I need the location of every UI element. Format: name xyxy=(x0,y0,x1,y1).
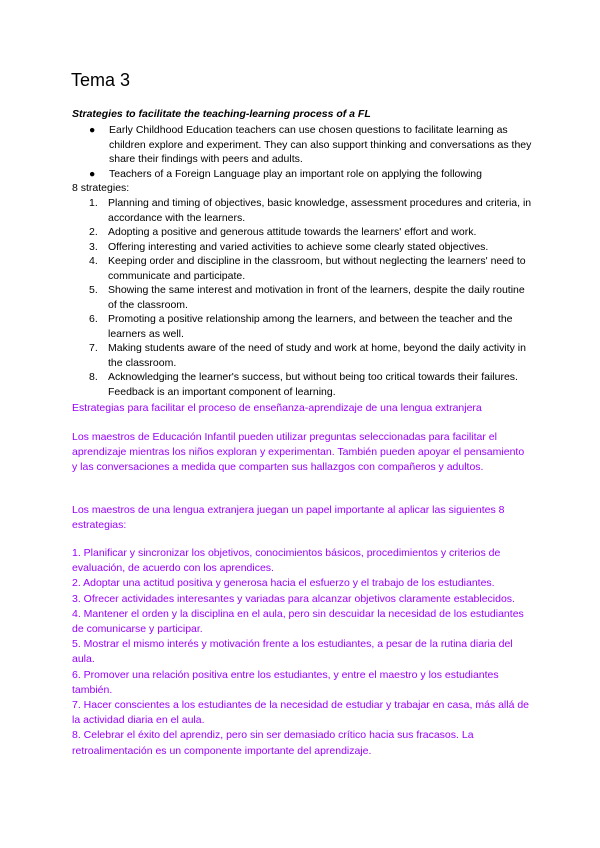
spanish-strategy-item: 7. Hacer conscientes a los estudiantes de la necesidad de estudiar y trabajar en casa, más allá de la actividad diaria en el aula. xyxy=(72,699,530,727)
strategy-number: 5. xyxy=(89,284,98,296)
strategy-item xyxy=(72,312,532,341)
bullet-item xyxy=(72,167,532,182)
strategy-number: 4. xyxy=(89,255,98,267)
spanish-strategy-item: 3. Ofrecer actividades interesantes y variadas para alcanzar objetivos claramente establecidos. xyxy=(72,592,515,605)
strategy-item xyxy=(72,240,532,255)
strategy-number: 6. xyxy=(89,313,98,325)
strategy-item xyxy=(72,370,532,399)
strategy-text: Keeping order and discipline in the classroom, but without neglecting the learners' need to communicate and participate. xyxy=(108,255,526,282)
strategies-list xyxy=(72,196,532,399)
spanish-strategy-item: 5. Mostrar el mismo interés y motivación frente a los estudiantes, a pesar de la rutina diaria del aula. xyxy=(72,638,513,666)
strategy-text: Making students aware of the need of study and work at home, beyond the daily activity in the classroom. xyxy=(108,342,526,369)
strategy-number: 3. xyxy=(89,240,98,253)
bullet-icon: ● xyxy=(89,124,96,136)
section-subtitle: Strategies to facilitate the teaching-learning process of a FL xyxy=(72,108,371,120)
strategy-text: Showing the same interest and motivation in front of the learners, despite the daily routine of the classroom. xyxy=(108,284,525,311)
strategy-item xyxy=(72,341,532,370)
strategy-number: 1. xyxy=(89,197,98,209)
intro-bullet-list xyxy=(72,123,532,181)
spanish-strategy-item: 8. Celebrar el éxito del aprendiz, pero sin ser demasiado crítico hacia sus fracasos. La retroalimentación es un componente importante del aprendizaje. xyxy=(72,729,474,757)
strategy-text: Planning and timing of objectives, basic knowledge, assessment procedures and criteria, in accordance with the learners. xyxy=(108,197,532,224)
strategies-lead: 8 strategies: xyxy=(72,182,130,194)
strategy-number: 8. xyxy=(89,371,98,383)
spanish-paragraph-2: Los maestros de una lengua extranjera juegan un papel importante al aplicar las siguientes 8 estrategias: xyxy=(72,504,505,532)
bullet-text: Teachers of a Foreign Language play an important role on applying the following xyxy=(109,167,482,180)
bullet-item xyxy=(72,123,532,167)
strategy-number: 2. xyxy=(89,226,98,238)
spanish-strategy-item: 6. Promover una relación positiva entre los estudiantes, y entre el maestro y los estudiantes también. xyxy=(72,668,499,696)
strategy-number: 7. xyxy=(89,342,98,354)
page-title: Tema 3 xyxy=(71,70,131,90)
spanish-strategy-item: 4. Mantener el orden y la disciplina en el aula, pero sin descuidar la necesidad de los estudiantes de comunicarse y participar. xyxy=(72,607,524,636)
spanish-title: Estrategias para facilitar el proceso de enseñanza-aprendizaje de una lengua extranjera xyxy=(72,402,482,414)
bullet-text: Early Childhood Education teachers can use chosen questions to facilitate learning as children explore and experiment. They can also support thinking and conversations as they share their findings with peers and adults. xyxy=(109,124,532,165)
spanish-strategy-item: 2. Adoptar una actitud positiva y generosa hacia el esfuerzo y el trabajo de los estudiantes. xyxy=(72,577,495,590)
spanish-strategy-item: 1. Planificar y sincronizar los objetivos, conocimientos básicos, procedimientos y criterios de evaluación, de acuerdo con los aprendices. xyxy=(72,547,501,575)
strategy-text: Adopting a positive and generous attitude towards the learners' effort and work. xyxy=(108,226,477,238)
strategy-item xyxy=(72,196,532,225)
strategy-text: Offering interesting and varied activities to achieve some clearly stated objectives. xyxy=(108,240,489,253)
spanish-strategies-list xyxy=(72,546,532,759)
strategy-item xyxy=(72,254,532,283)
strategy-item xyxy=(72,225,532,240)
strategy-text: Promoting a positive relationship among the learners, and between the teacher and the learners as well. xyxy=(108,313,513,340)
strategy-item xyxy=(72,283,532,312)
strategy-text: Acknowledging the learner's success, but without being too critical towards their failures. Feedback is an important component of learning. xyxy=(108,371,518,398)
spanish-paragraph-1: Los maestros de Educación Infantil pueden utilizar preguntas seleccionadas para facilitar el aprendizaje mientras los niños exploran y experimentan. También pueden apoyar el pensamiento y las conversaciones a medida que comparten sus hallazgos con compañeros y adultos. xyxy=(72,431,525,474)
bullet-icon: ● xyxy=(89,167,96,180)
